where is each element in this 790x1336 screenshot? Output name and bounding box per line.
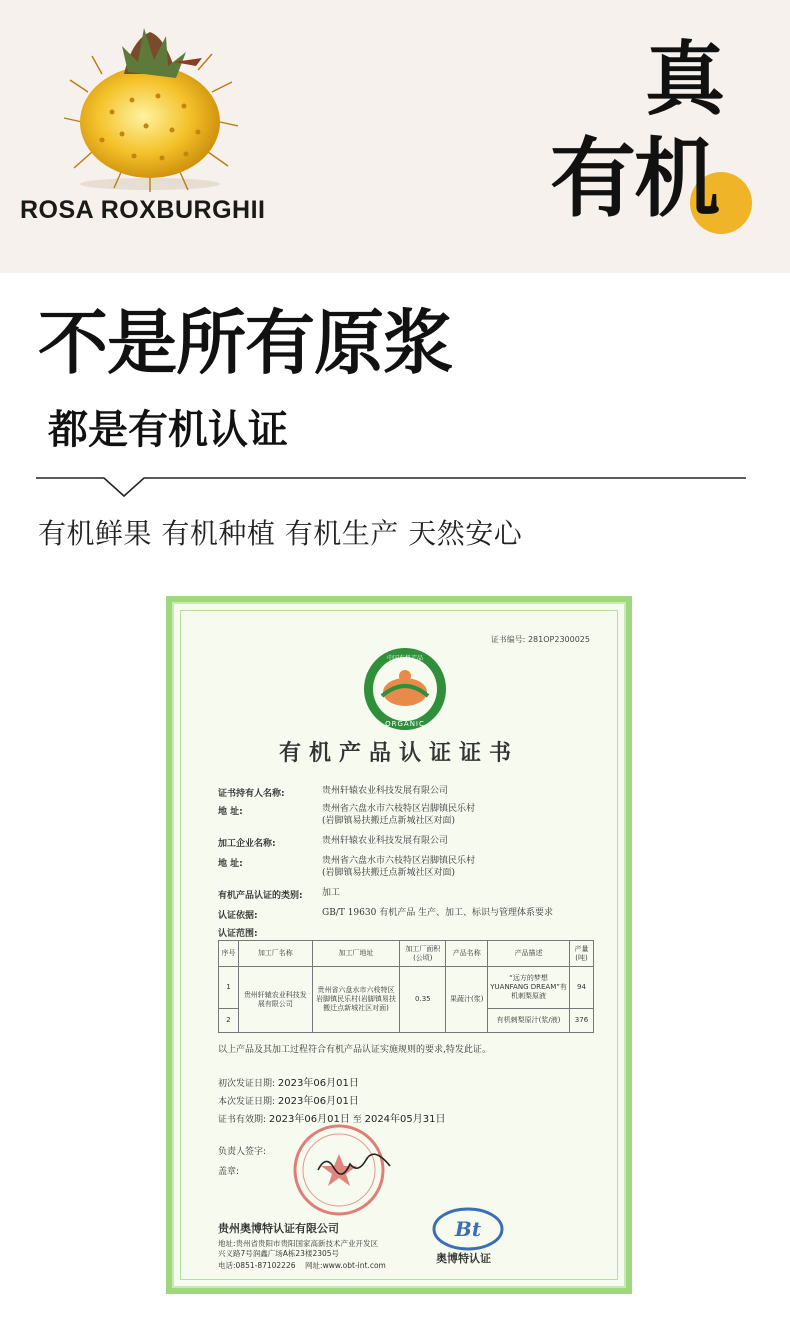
latin-name: ROSA ROXBURGHII <box>20 196 266 224</box>
obt-brand-name: 奥博特认证 <box>436 1252 491 1265</box>
issuer-address-line2: 兴义路7号润鑫广场A栋23楼2305号 <box>218 1249 340 1258</box>
category-value: 加工 <box>322 888 341 898</box>
category-label: 有机产品认证的类别: <box>218 891 303 901</box>
sub-headline: 都是有机认证 <box>48 407 288 453</box>
address-label: 地 址: <box>218 807 243 817</box>
signer-label: 负责人签字: <box>218 1147 267 1157</box>
table-row: 1 贵州轩辕农业科技发展有限公司 贵州省六盘水市六枝特区岩脚镇民乐村(岩脚镇易扶搬迁点新城社区对面) 0.35 果蔬汁(浆) “远方的梦想 YUANFANG DREAM”有机刺梨原液 94 <box>219 967 594 1009</box>
divider-with-notch <box>36 470 746 510</box>
table-row: 2 有机刺梨原汁(浆/液) 376 <box>219 1009 594 1033</box>
validity-period: 证书有效期: 2023年06月01日 至 2024年05月31日 <box>218 1114 446 1125</box>
processor-label: 加工企业名称: <box>218 839 276 849</box>
this-issue-date: 本次发证日期: 2023年06月01日 <box>218 1096 359 1107</box>
certificate-paper <box>172 602 626 1288</box>
stamp-label: 盖章: <box>218 1167 240 1177</box>
processor-address-label: 地 址: <box>218 859 243 869</box>
processor-address-line1: 贵州省六盘水市六枝特区岩脚镇民乐村 <box>322 856 476 866</box>
seal-bottom-text: ORGANIC <box>385 720 425 728</box>
issuer-contact: 电话:0851-87102226 网址:www.obt-int.com <box>218 1261 386 1270</box>
hero-banner <box>0 0 790 273</box>
first-issue-date: 初次发证日期: 2023年06月01日 <box>218 1078 359 1089</box>
obt-logo-text: Bt <box>454 1217 482 1241</box>
seal-top-text: 中国有机产品 <box>386 655 424 662</box>
basis-label: 认证依据: <box>218 911 258 921</box>
issuer-address-line1: 地址:贵州省贵阳市贵阳国家高新技术产业开发区 <box>218 1239 379 1248</box>
processor-value: 贵州轩辕农业科技发展有限公司 <box>322 836 449 846</box>
holder-label: 证书持有人名称: <box>218 789 285 799</box>
compliance-note: 以上产品及其加工过程符合有机产品认证实施规则的要求,特发此证。 <box>218 1045 491 1055</box>
issuer-name: 贵州奥博特认证有限公司 <box>218 1222 339 1235</box>
china-organic-seal-icon <box>362 646 448 732</box>
scope-label: 认证范围: <box>218 929 258 939</box>
organic-certificate <box>166 596 632 1294</box>
tagline: 有机鲜果 有机种植 有机生产 天然安心 <box>38 517 523 550</box>
holder-value: 贵州轩辕农业科技发展有限公司 <box>322 786 449 796</box>
obt-logo-icon <box>430 1206 506 1252</box>
address-line1: 贵州省六盘水市六枝特区岩脚镇民乐村 <box>322 804 476 814</box>
scope-table <box>218 940 594 1033</box>
rosa-roxburghii-fruit-image <box>62 22 238 192</box>
certificate-number: 证书编号: 281OP2300025 <box>490 635 590 644</box>
organic-word-block <box>550 129 760 242</box>
certificate-title: 有机产品认证证书 <box>278 740 519 766</box>
basis-value: GB/T 19630 有机产品 生产、加工、标识与管理体系要求 <box>322 908 554 918</box>
main-headline: 不是所有原浆 <box>38 302 452 384</box>
signature-icon <box>314 1150 394 1180</box>
organic-word: 有机 <box>550 129 718 229</box>
address-line2: (岩脚镇易扶搬迁点新城社区对面) <box>322 816 456 826</box>
zhen-character: 真 <box>645 33 725 126</box>
processor-address-line2: (岩脚镇易扶搬迁点新城社区对面) <box>322 868 456 878</box>
table-header-row: 序号 加工厂名称 加工厂地址 加工厂面积(公顷) 产品名称 产品描述 产量(吨) <box>219 941 594 967</box>
